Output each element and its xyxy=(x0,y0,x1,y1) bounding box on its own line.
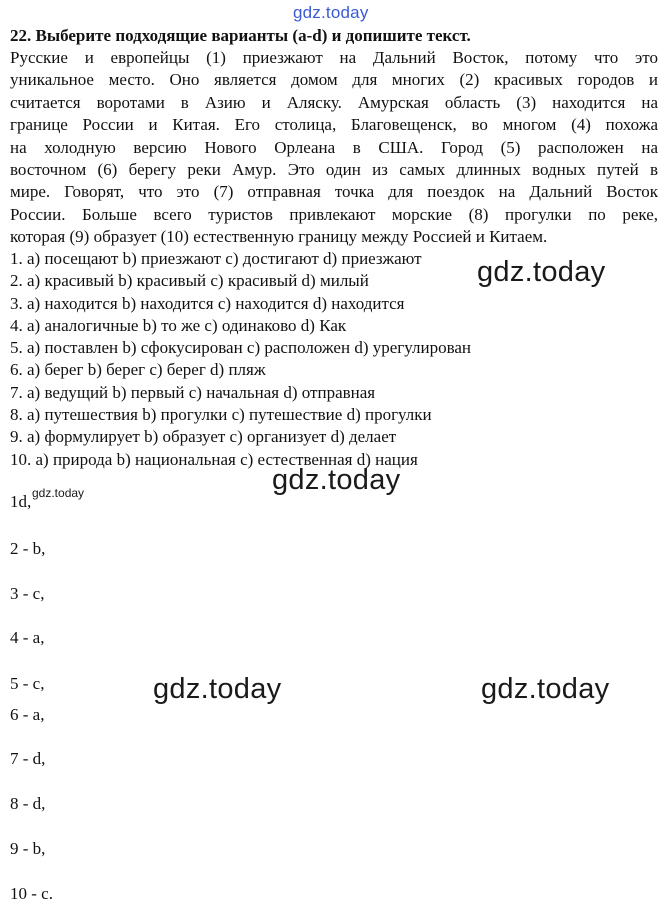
options-list xyxy=(10,248,471,471)
text-line: уникальное место. Оно является домом для многих (2) красивых городов и xyxy=(10,70,658,90)
watermark-small: gdz.today xyxy=(32,486,85,500)
text-line: границе России и Китая. Его столица, Благовещенск, во многом (4) похожа xyxy=(10,115,658,135)
text-line: на холодную версию Нового Орлеана в США. Город (5) расположен на xyxy=(10,137,658,157)
option-item: 3. a) находится b) находится c) находится d) находится xyxy=(10,293,405,313)
text-line: восточном (6) берегу реки Амур. Это один из самых длинных водных путей в xyxy=(10,160,658,180)
answer-item: 1d, xyxy=(10,492,32,511)
watermark-top: gdz.today xyxy=(293,3,369,22)
text-line: России. Больше всего туристов привлекают морские (8) прогулки по реке, xyxy=(10,204,658,224)
option-item: 2. a) красивый b) красивый c) красивый d) милый xyxy=(10,271,369,291)
text-line: мире. Говорят, что это (7) отправная точка для поездок на Дальний Восток xyxy=(10,182,658,202)
option-item: 1. a) посещают b) приезжают c) достигают d) приезжают xyxy=(10,249,422,268)
watermark: gdz.today xyxy=(481,673,610,705)
watermark: gdz.today xyxy=(272,464,401,496)
answer-item: 5 - c, xyxy=(10,674,45,693)
watermark: gdz.today xyxy=(153,673,282,705)
option-item: 9. a) формулирует b) образует c) организует d) делает xyxy=(10,427,397,447)
option-item: 5. a) поставлен b) сфокусирован c) расположен d) урегулирован xyxy=(10,338,472,358)
text-line: Русские и европейцы (1) приезжают на Дальний Восток, потому что это xyxy=(10,48,658,67)
option-item: 8. a) путешествия b) прогулки c) путешествие d) прогулки xyxy=(10,405,432,425)
answer-item: 7 - d, xyxy=(10,749,46,768)
option-item: 6. a) берег b) берег c) берег d) пляж xyxy=(10,360,266,380)
option-item: 10. a) природа b) национальная c) естественная d) нация xyxy=(10,449,418,469)
answer-item: 3 - c, xyxy=(10,584,45,603)
answer-item: 6 - a, xyxy=(10,705,45,724)
answer-item: 8 - d, xyxy=(10,794,46,813)
text-line: которая (9) образует (10) естественную границу между Россией и Китаем. xyxy=(10,227,548,247)
answer-item: 10 - c. xyxy=(10,884,53,903)
exercise-text xyxy=(10,47,658,249)
option-item: 4. a) аналогичные b) то же c) одинаково d) Как xyxy=(10,315,347,335)
answer-item: 9 - b, xyxy=(10,839,46,858)
answer-item: 4 - a, xyxy=(10,628,45,647)
exercise-title: 22. Выберите подходящие варианты (a-d) и допишите текст. xyxy=(10,26,471,45)
watermark: gdz.today xyxy=(477,256,606,288)
option-item: 7. a) ведущий b) первый c) начальная d) отправная xyxy=(10,382,376,402)
text-line: считается воротами в Азию и Аляску. Амурская область (3) находится на xyxy=(10,92,658,112)
answer-item: 2 - b, xyxy=(10,539,46,558)
